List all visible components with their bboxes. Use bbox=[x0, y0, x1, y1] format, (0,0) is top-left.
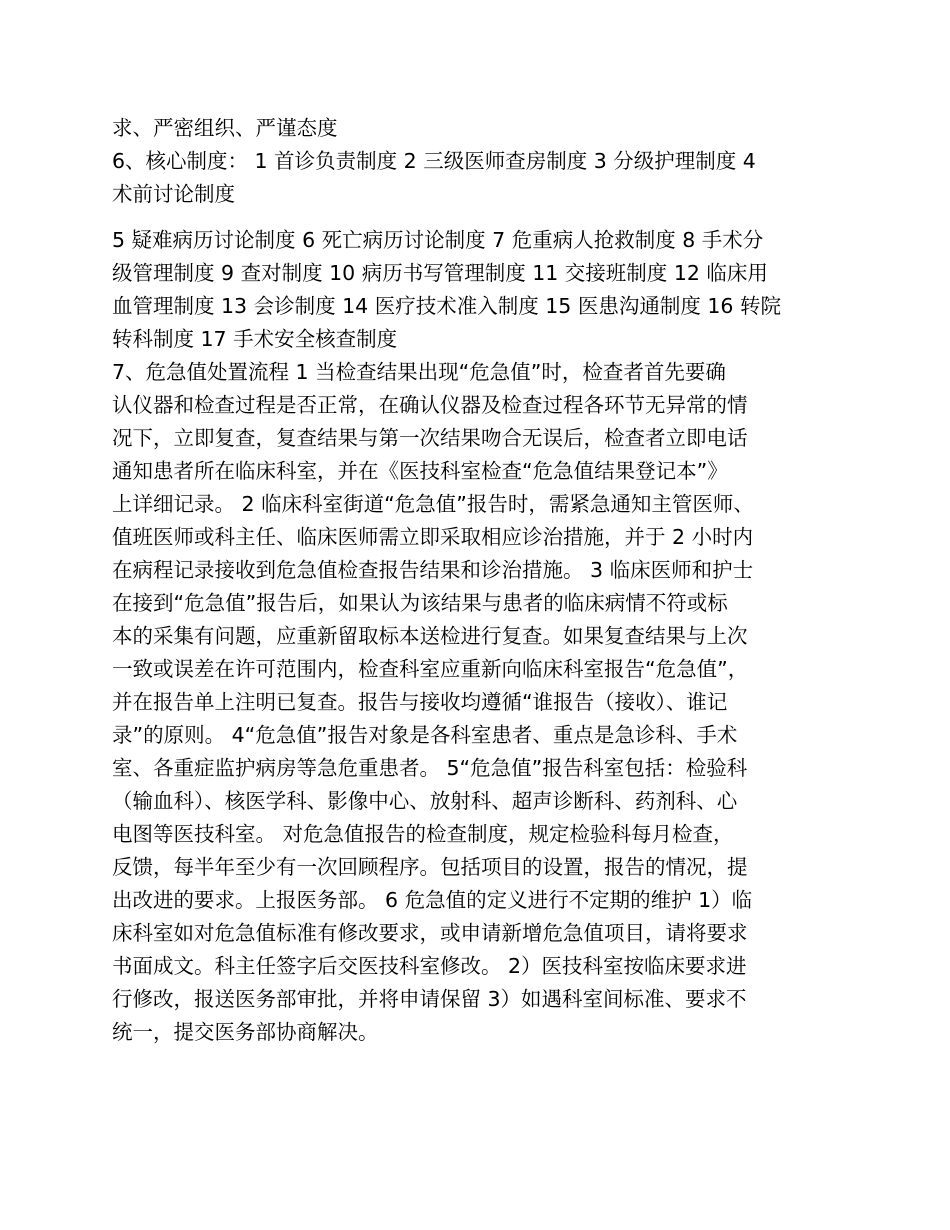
text-line: 一致或误差在许可范围内，检查科室应重新向临床科室报告“危急值”， bbox=[112, 657, 749, 681]
paragraph-gap bbox=[112, 211, 842, 224]
text-line: 通知患者所在临床科室，并在《医技科室检查“危急值结果登记本”》 bbox=[112, 459, 728, 483]
text-line: 电图等医技科室。 对危急值报告的检查制度，规定检验科每月检查， bbox=[112, 822, 734, 846]
text-line: （输血科）、核医学科、影像中心、放射科、超声诊断科、药剂科、心 bbox=[112, 789, 738, 813]
text-line: 值班医师或科主任、临床医师需立即采取相应诊治措施，并于 2 小时内 bbox=[112, 525, 754, 549]
text-block-2 bbox=[112, 224, 842, 1049]
text-line: 术前讨论制度 bbox=[112, 182, 235, 206]
text-line: 求、严密组织、严谨态度 bbox=[112, 116, 338, 140]
text-line: 出改进的要求。上报医务部。 6 危急值的定义进行不定期的维护 1）临 bbox=[112, 888, 753, 912]
text-line: 统一，提交医务部协商解决。 bbox=[112, 1020, 379, 1044]
text-line: 本的采集有问题，应重新留取标本送检进行复查。如果复查结果与上次 bbox=[112, 624, 748, 648]
text-line: 床科室如对危急值标准有修改要求，或申请新增危急值项目，请将要求 bbox=[112, 921, 748, 945]
text-line: 6、核心制度： 1 首诊负责制度 2 三级医师查房制度 3 分级护理制度 4 bbox=[112, 149, 756, 173]
text-block-1 bbox=[112, 112, 842, 211]
text-line: 录”的原则。 4“危急值”报告对象是各科室患者、重点是急诊科、手术 bbox=[112, 723, 738, 747]
text-line: 室、各重症监护病房等急危重患者。 5“危急值”报告科室包括：检验科 bbox=[112, 756, 748, 780]
text-line: 5 疑难病历讨论制度 6 死亡病历讨论制度 7 危重病人抢救制度 8 手术分 bbox=[112, 228, 764, 252]
text-line: 认仪器和检查过程是否正常，在确认仪器及检查过程各环节无异常的情 bbox=[112, 393, 748, 417]
text-line: 书面成文。科主任签字后交医技科室修改。 2）医技科室按临床要求进 bbox=[112, 954, 747, 978]
text-line: 行修改，报送医务部审批，并将申请保留 3）如遇科室间标准、要求不 bbox=[112, 987, 747, 1011]
document-body bbox=[112, 112, 842, 1049]
text-line: 血管理制度 13 会诊制度 14 医疗技术准入制度 15 医患沟通制度 16 转院 bbox=[112, 294, 781, 318]
text-line: 在病程记录接收到危急值检查报告结果和诊治措施。 3 临床医师和护士 bbox=[112, 558, 754, 582]
text-line: 上详细记录。 2 临床科室街道“危急值”报告时，需紧急通知主管医师、 bbox=[112, 492, 754, 516]
text-line: 在接到“危急值”报告后，如果认为该结果与患者的临床病情不符或标 bbox=[112, 591, 728, 615]
text-line: 7、危急值处置流程 1 当检查结果出现“危急值”时，检查者首先要确 bbox=[112, 360, 726, 384]
text-line: 转科制度 17 手术安全核查制度 bbox=[112, 327, 398, 351]
text-line: 并在报告单上注明已复查。报告与接收均遵循“谁报告（接收）、谁记 bbox=[112, 690, 728, 714]
text-line: 反馈，每半年至少有一次回顾程序。包括项目的设置，报告的情况，提 bbox=[112, 855, 748, 879]
text-line: 级管理制度 9 查对制度 10 病历书写管理制度 11 交接班制度 12 临床用 bbox=[112, 261, 768, 285]
text-line: 况下，立即复查，复查结果与第一次结果吻合无误后，检查者立即电话 bbox=[112, 426, 748, 450]
